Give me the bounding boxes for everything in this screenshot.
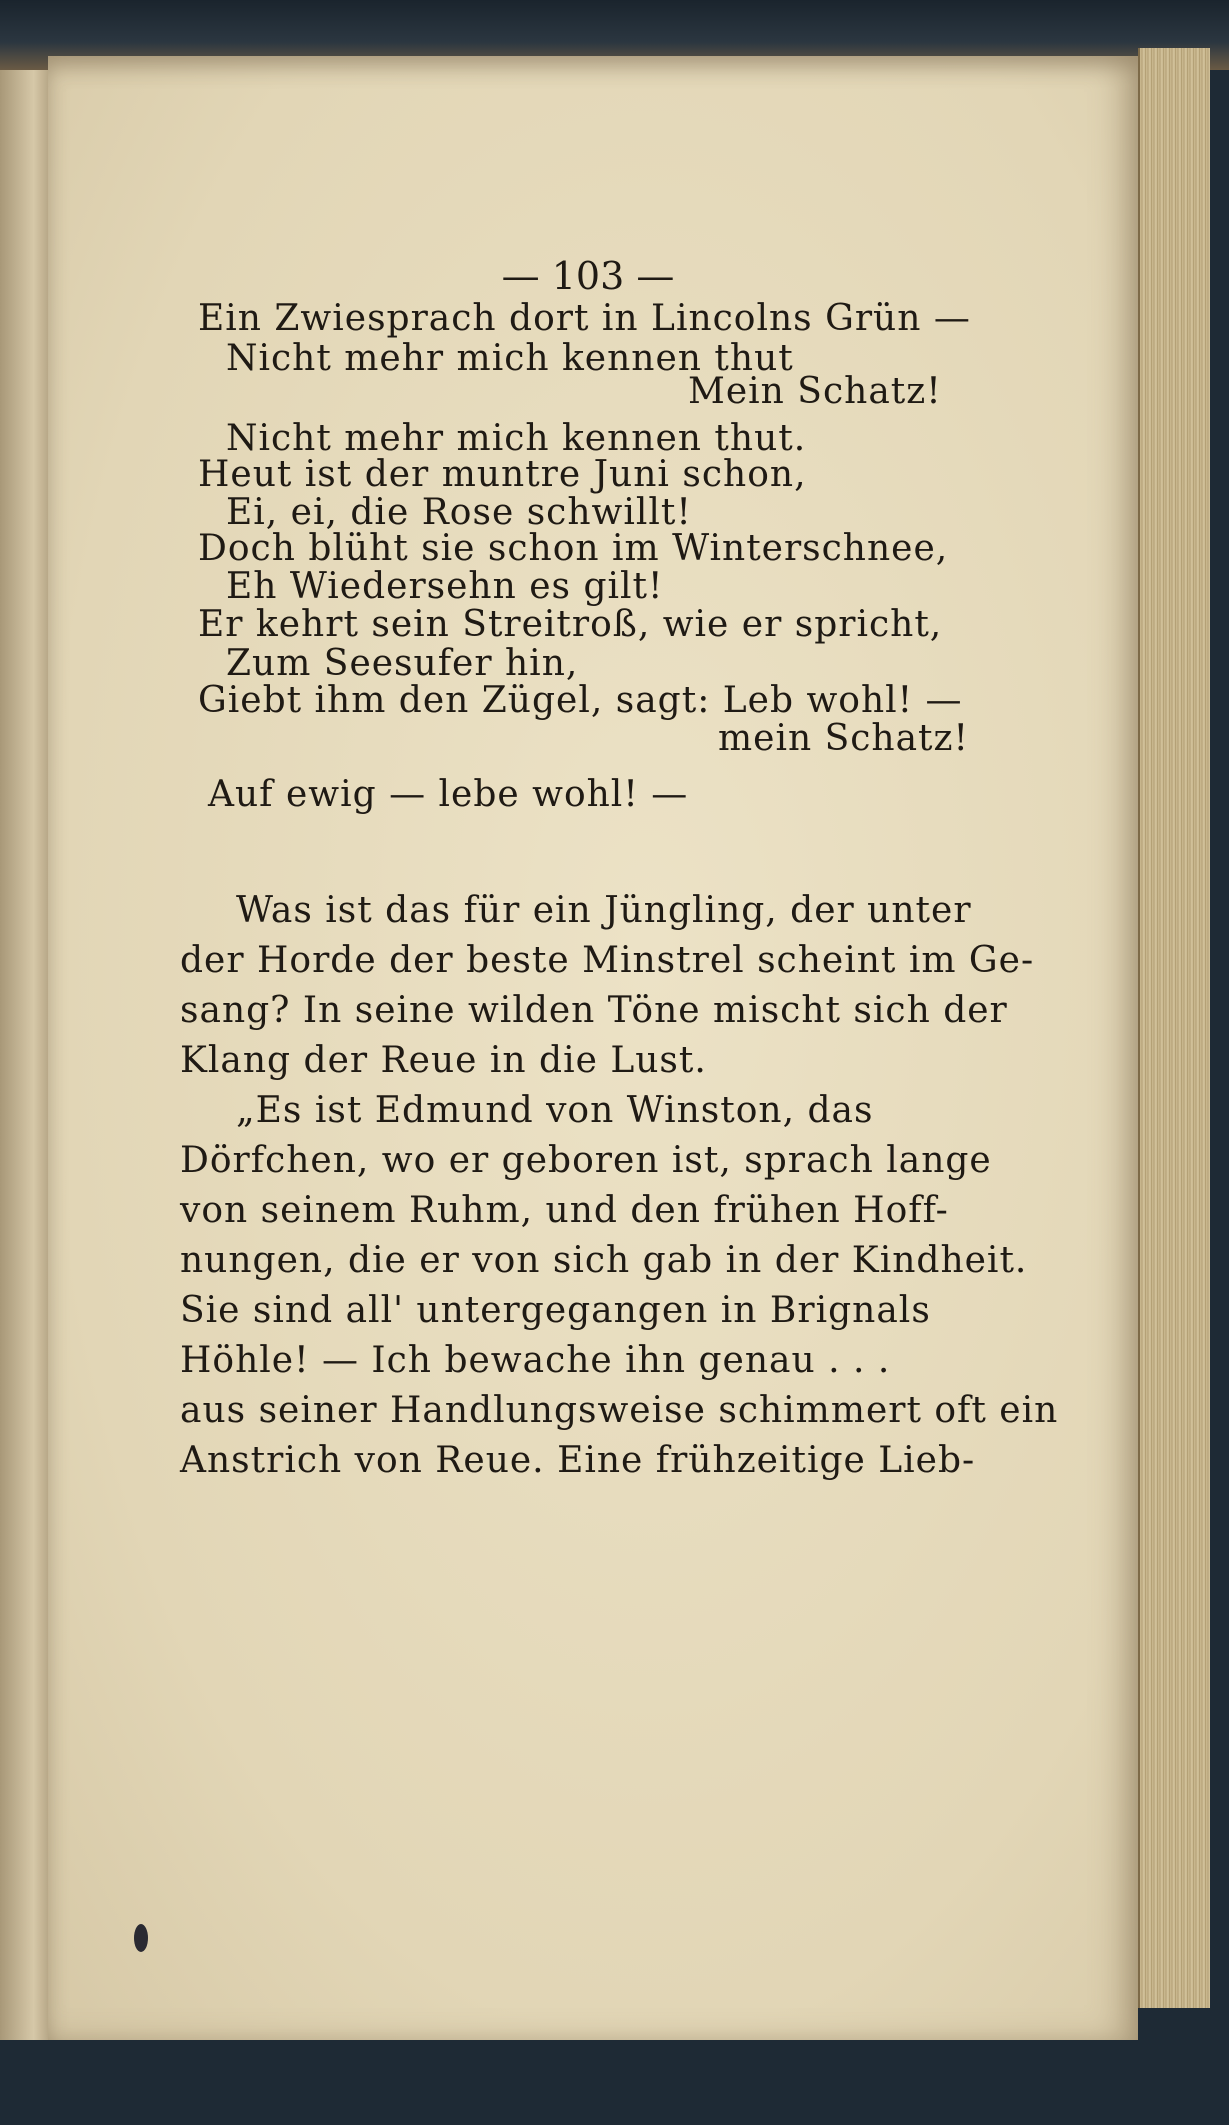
prose-line: Was ist das für ein Jüngling, der unter	[236, 890, 972, 931]
page-block-edges	[1138, 48, 1210, 2008]
poem-line: Doch blüht sie schon im Winterschnee,	[198, 528, 949, 569]
prose-line: nungen, die er von sich gab in der Kindheit.	[180, 1240, 1028, 1281]
prose-line: aus seiner Handlungsweise schimmert oft ein	[180, 1390, 1059, 1431]
prose-line: sang? In seine wilden Töne mischt sich der	[180, 990, 1008, 1031]
poem-line: Ein Zwiesprach dort in Lincolns Grün —	[198, 298, 971, 339]
poem-line: mein Schatz!	[718, 718, 969, 759]
poem-line: Eh Wiedersehn es gilt!	[226, 566, 664, 607]
prose-line: Anstrich von Reue. Eine frühzeitige Lieb-	[180, 1440, 976, 1481]
poem-line: Zum Seesufer hin,	[226, 643, 579, 684]
page-number: — 103 —	[501, 254, 675, 298]
prose-line: „Es ist Edmund von Winston, das	[236, 1090, 874, 1131]
poem-line: Er kehrt sein Streitroß, wie er spricht,	[198, 604, 943, 645]
poem-line: Nicht mehr mich kennen thut.	[226, 418, 807, 459]
book-page	[48, 56, 1138, 2041]
poem-line: Ei, ei, die Rose schwillt!	[226, 492, 692, 533]
prose-line: von seinem Ruhm, und den frühen Hoff-	[180, 1190, 949, 1231]
prose-line: der Horde der beste Minstrel scheint im Ge-	[180, 940, 1035, 981]
poem-line: Heut ist der muntre Juni schon,	[198, 454, 807, 495]
poem-line: Giebt ihm den Zügel, sagt: Leb wohl! —	[198, 680, 963, 721]
facing-page-edge	[0, 70, 50, 2045]
prose-line: Dörfchen, wo er geboren ist, sprach lange	[180, 1140, 992, 1181]
prose-line: Klang der Reue in die Lust.	[180, 1040, 707, 1081]
ink-spot	[134, 1924, 148, 1952]
poem-line: Mein Schatz!	[688, 371, 942, 412]
scan-background-bottom	[0, 2040, 1229, 2125]
prose-line: Sie sind all' untergegangen in Brignals	[180, 1290, 931, 1331]
prose-line: Höhle! — Ich bewache ihn genau . . .	[180, 1340, 891, 1381]
poem-line: Nicht mehr mich kennen thut	[226, 338, 794, 379]
poem-line: Auf ewig — lebe wohl! —	[208, 774, 689, 815]
page-text	[48, 56, 1138, 2041]
